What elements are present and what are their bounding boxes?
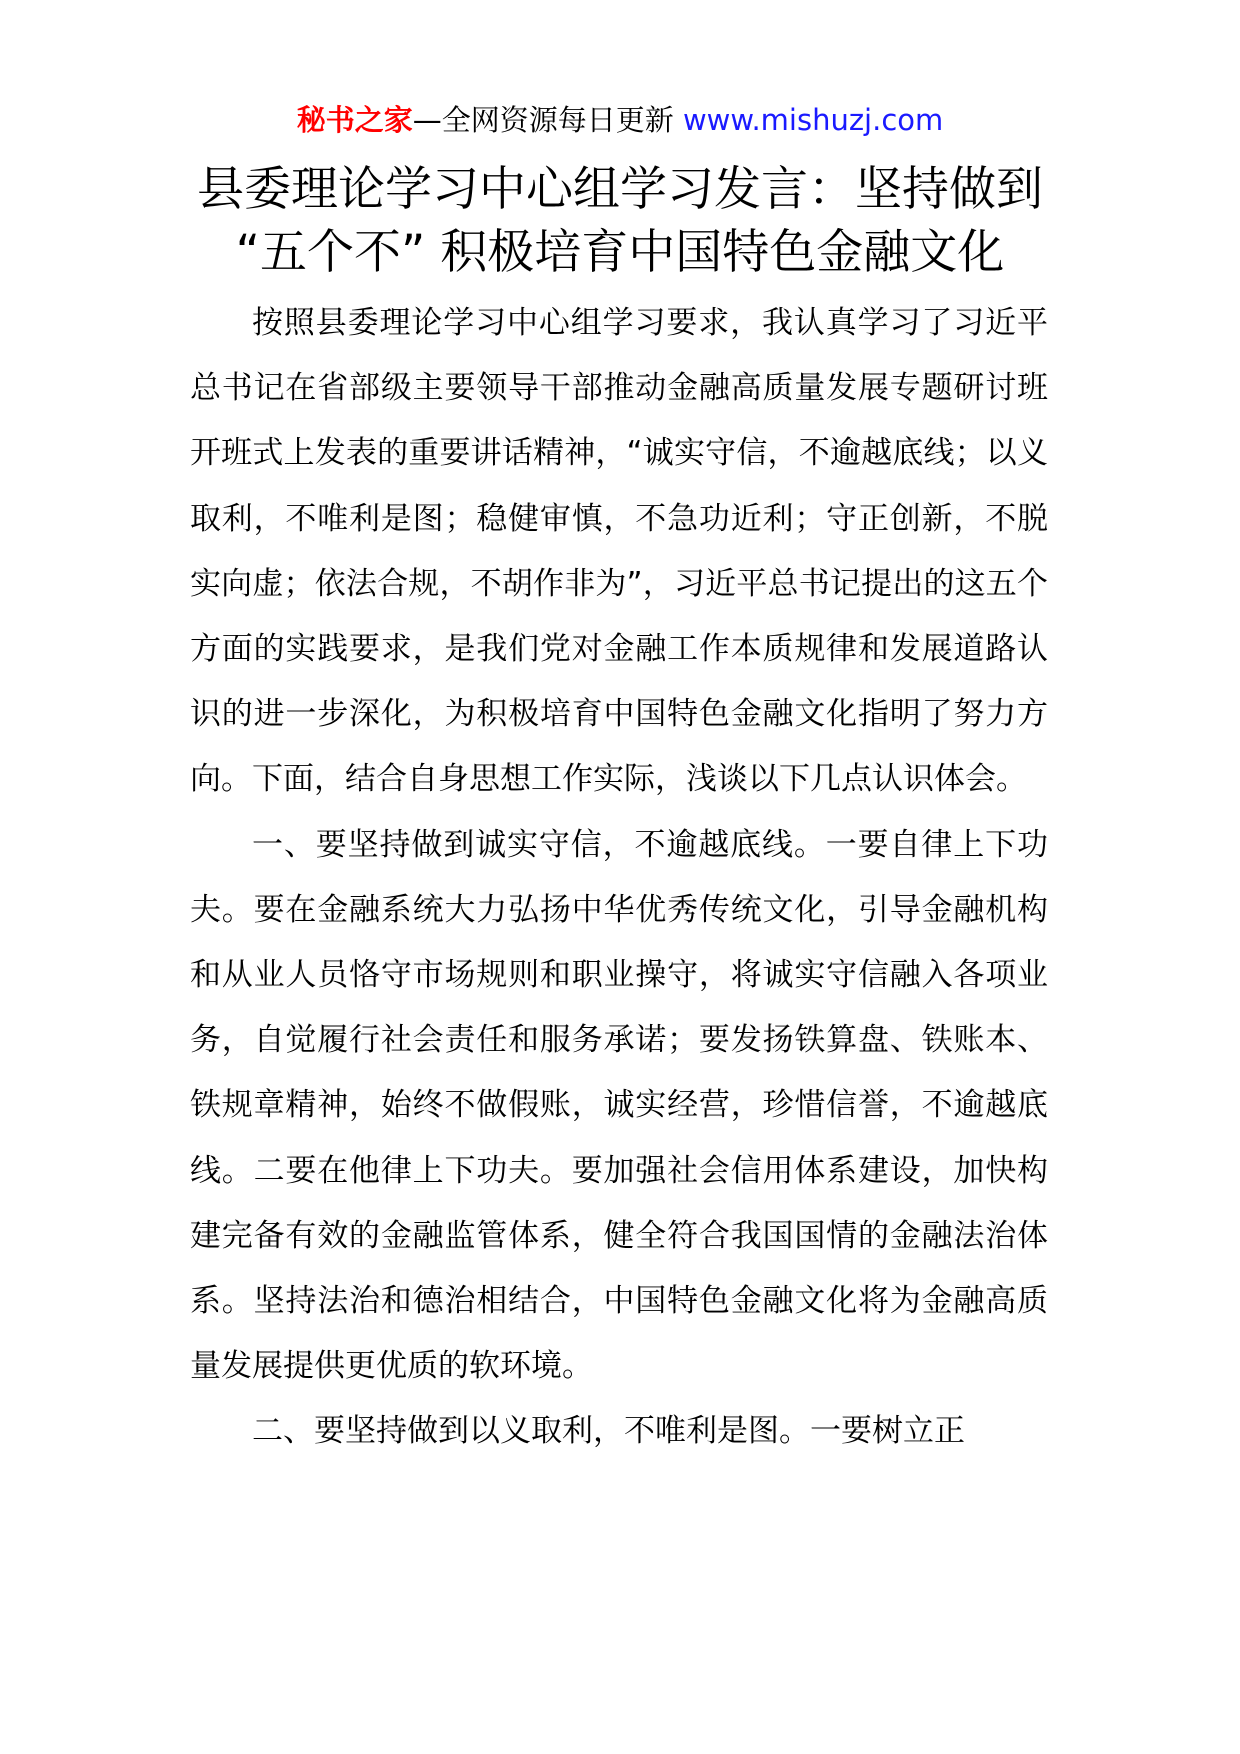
document-title <box>150 158 1090 284</box>
site-header <box>0 100 1240 140</box>
document-body <box>190 291 1048 1465</box>
site-url-link[interactable]: www.mishuzj.com <box>682 103 944 137</box>
site-brand: 秘书之家 <box>296 103 413 137</box>
site-slogan: —全网资源每日更新 <box>412 103 674 137</box>
section-one-paragraph: 一、要坚持做到诚实守信，不逾越底线。一要自律上下功夫。要在金融系统大力弘扬中华优秀传统文化，引导金融机构和从业人员恪守市场规则和职业操守，将诚实守信融入各项业务，自觉履行社会责任和服务承诺；要发扬铁算盘、铁账本、铁规章精神，始终不做假账，诚实经营，珍惜信誉，不逾越底线。二要在他律上下功夫。要加强社会信用体系建设，加快构建完备有效的金融监管体系，健全符合我国国情的金融法治体系。坚持法治和德治相结合，中国特色金融文化将为金融高质量发展提供更优质的软环境。 <box>190 826 1048 1385</box>
intro-paragraph: 按照县委理论学习中心组学习要求，我认真学习了习近平总书记在省部级主要领导干部推动金融高质量发展专题研讨班开班式上发表的重要讲话精神，“诚实守信，不逾越底线；以义取利，不唯利是图；稳健审慎，不急功近利；守正创新，不脱实向虚；依法合规，不胡作非为”，习近平总书记提出的这五个方面的实践要求，是我们党对金融工作本质规律和发展道路认识的进一步深化，为积极培育中国特色金融文化指明了努力方向。下面，结合自身思想工作实际，浅谈以下几点认识体会。 <box>190 305 1048 798</box>
document-title-line-1: 县委理论学习中心组学习发言：坚持做到 <box>197 162 1043 217</box>
section-two-paragraph: 二、要坚持做到以义取利，不唯利是图。一要树立正 <box>252 1413 965 1450</box>
document-title-line-2: “五个不” 积极培育中国特色金融文化 <box>235 225 1005 280</box>
